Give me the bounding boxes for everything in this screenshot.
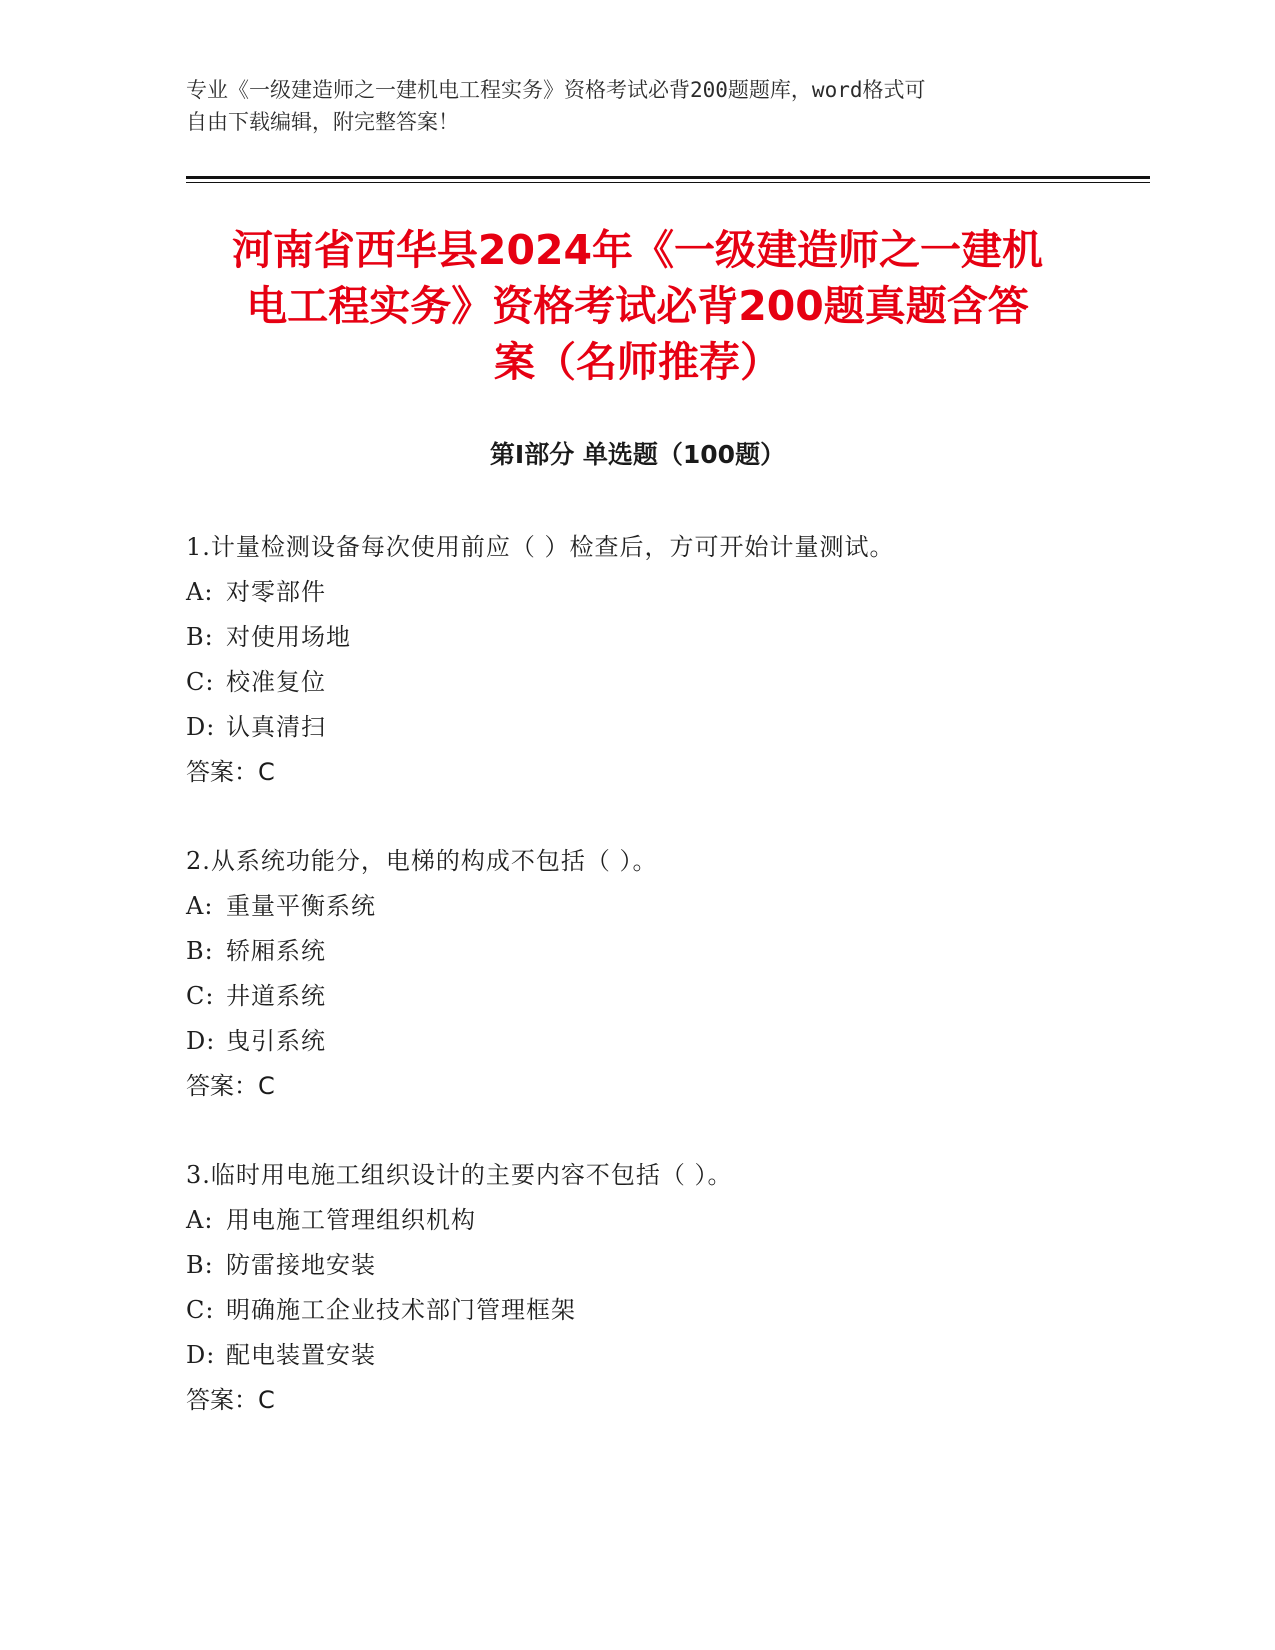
option-letter: C: [186, 668, 215, 696]
option-letter: D: [186, 713, 216, 741]
question-stem: 2.从系统功能分，电梯的构成不包括（ ）。 [186, 847, 658, 875]
section-title: 第Ⅰ部分 单选题（100题） [489, 440, 786, 469]
option-letter: B: [186, 937, 214, 965]
answer-value: C [258, 1386, 275, 1414]
question-item [186, 1153, 1146, 1423]
option-letter: C: [186, 1296, 215, 1324]
option-text: 认真清扫 [226, 713, 326, 741]
answer-line [186, 1378, 1146, 1423]
question-stem: 3.临时用电施工组织设计的主要内容不包括（ ）。 [186, 1161, 733, 1189]
document-title [170, 222, 1105, 390]
option-letter: C: [186, 982, 215, 1010]
option-letter: A: [186, 892, 214, 920]
option-row [186, 1019, 1146, 1064]
header-divider-thick [186, 176, 1150, 179]
answer-value: C [258, 758, 275, 786]
option-letter: B: [186, 623, 214, 651]
option-row [186, 1243, 1146, 1288]
option-row [186, 615, 1146, 660]
option-text: 用电施工管理组织机构 [226, 1206, 476, 1234]
answer-label: 答案： [186, 1386, 258, 1414]
answer-value: C [258, 1072, 275, 1100]
option-text: 重量平衡系统 [226, 892, 376, 920]
option-text: 井道系统 [226, 982, 326, 1010]
option-text: 防雷接地安装 [226, 1251, 376, 1279]
option-text: 明确施工企业技术部门管理框架 [226, 1296, 576, 1324]
option-row [186, 1333, 1146, 1378]
option-letter: B: [186, 1251, 214, 1279]
option-text: 轿厢系统 [226, 937, 326, 965]
option-text: 校准复位 [226, 668, 326, 696]
answer-label: 答案： [186, 758, 258, 786]
option-letter: D: [186, 1027, 216, 1055]
title-line: 案（名师推荐） [494, 338, 781, 386]
option-row [186, 974, 1146, 1019]
title-line: 河南省西华县2024年《一级建造师之一建机 [231, 226, 1044, 274]
option-text: 对使用场地 [226, 623, 351, 651]
header-note-line: 自由下载编辑，附完整答案！ [186, 110, 459, 134]
option-row [186, 884, 1146, 929]
option-letter: A: [186, 1206, 214, 1234]
answer-line [186, 750, 1146, 795]
option-text: 配电装置安装 [226, 1341, 376, 1369]
title-line: 电工程实务》资格考试必背200题真题含答 [246, 282, 1029, 330]
answer-label: 答案： [186, 1072, 258, 1100]
question-item [186, 525, 1146, 795]
question-stem: 1.计量检测设备每次使用前应（ ）检查后，方可开始计量测试。 [186, 533, 895, 561]
option-letter: A: [186, 578, 214, 606]
option-row [186, 929, 1146, 974]
question-list [186, 525, 1146, 1467]
option-row [186, 660, 1146, 705]
option-text: 对零部件 [226, 578, 326, 606]
header-note-line: 专业《一级建造师之一建机电工程实务》资格考试必背200题题库，word格式可 [186, 78, 926, 102]
option-row [186, 1288, 1146, 1333]
option-row [186, 1198, 1146, 1243]
header-divider-thin [186, 182, 1150, 183]
option-row [186, 570, 1146, 615]
option-letter: D: [186, 1341, 216, 1369]
option-row [186, 705, 1146, 750]
answer-line [186, 1064, 1146, 1109]
header-note [186, 74, 1066, 138]
option-text: 曳引系统 [226, 1027, 326, 1055]
question-item [186, 839, 1146, 1109]
